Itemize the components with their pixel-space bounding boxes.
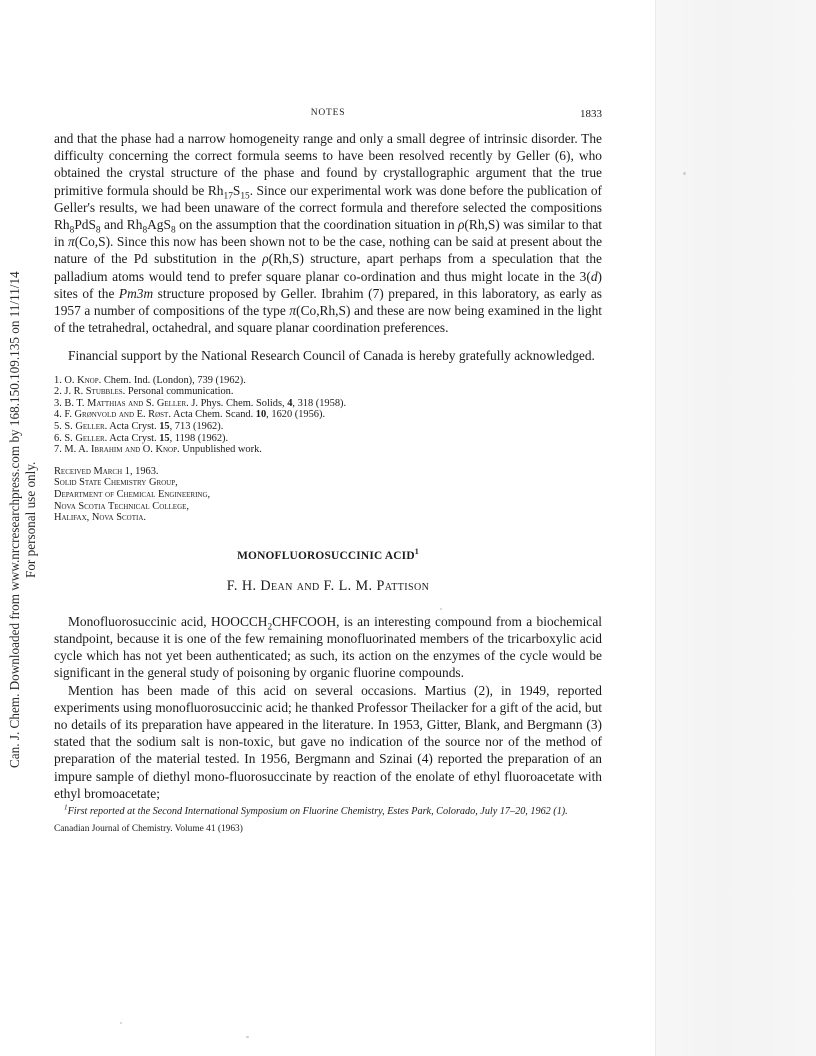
reference-list [54, 375, 602, 456]
reference-item: 4. F. Grønvold and E. Røst. Acta Chem. Scand. 10, 1620 (1956). [54, 409, 326, 421]
affiliation-line: Department of Chemical Engineering, [54, 488, 211, 500]
body-column [54, 130, 602, 834]
scan-speck [440, 608, 442, 610]
watermark-line-1: Can. J. Chem. Downloaded from www.nrcresearchpress.com by 168.150.109.135 on 11/11/14 [7, 271, 22, 769]
scan-edge-shading [655, 0, 816, 1056]
download-watermark-sidebar [7, 260, 41, 780]
scan-edge-line [655, 0, 656, 1056]
scan-speck [246, 1036, 249, 1038]
reference-item: 3. B. T. Matthias and S. Geller. J. Phys. Chem. Solids, 4, 318 (1958). [54, 397, 347, 409]
acknowledgement-paragraph: Financial support by the National Research Council of Canada is hereby gratefully acknowledged. [68, 348, 595, 364]
journal-citation-line: Canadian Journal of Chemistry. Volume 41 (1963) [54, 823, 243, 834]
page-number: 1833 [580, 108, 602, 120]
affiliation-line: Solid State Chemistry Group, [54, 477, 178, 489]
running-header [54, 108, 602, 124]
footnote-mark: 1 [64, 803, 68, 812]
previous-note-paragraph: and that the phase had a narrow homogeneity range and only a small degree of intrinsic disorder. The difficulty concerning the correct formula seems to have been resolved recently by Geller (6), who obtained the crystal structure of the phase and found by crystallographic argument that the true primitive formula should be $Rh_{17}S_{15}$. Since our experimental work was done before the publication of Geller's results, we had been unaware of the correct formula and therefore selected the compositions $Rh_8PdS_8$ and $Rh_8AgS_8$ on the assumption that the coordination situation in ρ(Rh,S) was similar to that in π(Co,S). Since this now has been shown not to be the case, nothing can be said at present about the nature of the Pd substitution in the ρ(Rh,S) structure, apart perhaps from a speculation that the palladium atoms would tend to prefer square planar co-ordination and thus might locate in the 3(d) sites of the Pm3m structure proposed by Geller. Ibrahim (7) prepared, in this laboratory, as early as 1957 a number of compositions of the type π(Co,Rh,S) and these are now being examined in the light of the tetrahedral, octahedral, and square planar coordination preferences. [54, 131, 603, 336]
article-history-paragraph: Mention has been made of this acid on several occasions. Martius (2), in 1949, reported experiments using monofluorosuccinic acid; he thanked Professor Theilacker for a gift of the acid, but no details of its preparation have appeared in the literature. In 1953, Gitter, Blank, and Bergmann (3) stated that the sodium salt is non-toxic, but gave no indication of the source nor of the method of preparation of the material tested. In 1956, Bergmann and Szinai (4) reported the preparation of an impure sample of diethyl mono-fluorosuccinate by reaction of the enolate of ethyl fluoroacetate with ethyl bromoacetate; [54, 682, 602, 801]
reference-item: 6. S. Geller. Acta Cryst. 15, 1198 (1962). [54, 432, 229, 444]
reference-item: 2. J. R. Stubbles. Personal communication. [54, 386, 234, 398]
reference-item: 5. S. Geller. Acta Cryst. 15, 713 (1962). [54, 421, 224, 433]
title-footnote-mark: 1 [414, 546, 419, 556]
article-footnote: $^1$First reported at the Second International Symposium on Fluorine Chemistry, Estes Park, Colorado, July 17–20, 1962 (1). [64, 803, 568, 817]
article-title: MONOFLUOROSUCCINIC ACID$^1$ [237, 546, 419, 562]
scan-speck [683, 172, 686, 175]
running-title: NOTES [310, 108, 346, 118]
article-authors: F. H. Dean and F. L. M. Pattison [226, 577, 430, 594]
affiliation-line: Halifax, Nova Scotia. [54, 512, 146, 524]
article-intro-paragraph: Monofluorosuccinic acid, $HOOCCH_2CHFCOOH$, is an interesting compound from a biochemical standpoint, because it is one of the few remaining monofluorinated members of the tricarboxylic acid cycle which has not yet been authenticated; as such, its action on the enzymes of the cycle would be significant in the general study of poisoning by organic fluorine compounds. [54, 613, 602, 681]
received-date-and-affiliation [54, 466, 602, 524]
reference-item: 7. M. A. Ibrahim and O. Knop. Unpublished work. [54, 444, 262, 456]
received-date: Received March 1, 1963. [54, 465, 159, 477]
scan-speck [120, 1022, 122, 1024]
reference-item: 1. O. Knop. Chem. Ind. (London), 739 (1962). [54, 374, 246, 386]
watermark-line-2: For personal use only. [23, 461, 38, 579]
affiliation-line: Nova Scotia Technical College, [54, 500, 190, 512]
